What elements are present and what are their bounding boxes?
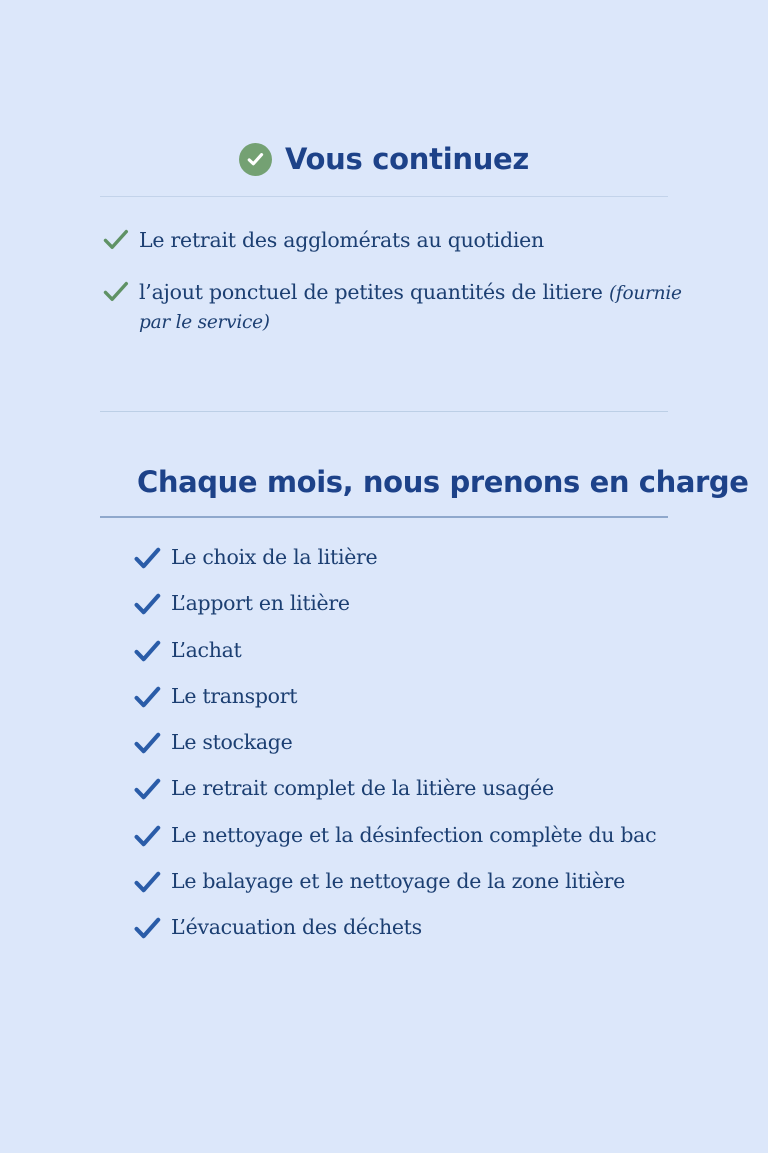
check-icon [134, 729, 161, 759]
list-item [134, 729, 734, 775]
list-item [103, 226, 703, 255]
list-item-label: Le stockage [171, 730, 293, 755]
check-icon [134, 683, 161, 713]
list-item [134, 822, 734, 868]
list-item [134, 868, 734, 914]
list-item-label: L’achat [171, 637, 242, 662]
list-item-label: L’apport en litière [171, 591, 350, 616]
list-item-label: Le choix de la litière [171, 545, 378, 569]
list-item-note: (fournie par le service) [139, 283, 682, 334]
check-icon [134, 544, 161, 574]
divider-between-sections [100, 411, 668, 412]
list-item-label: Le nettoyage et la désinfection complète du bac [171, 822, 657, 847]
list-item [134, 544, 734, 590]
list-item [134, 683, 734, 729]
check-icon [103, 226, 129, 255]
divider-under-title [100, 196, 668, 197]
check-icon [134, 775, 161, 805]
check-icon [134, 822, 161, 852]
section-one-header [0, 143, 768, 176]
section-two-title: Chaque mois, nous prenons en charge [137, 465, 749, 499]
circle-check-icon [239, 143, 272, 176]
list-vous-continuez [103, 226, 703, 360]
check-icon [134, 868, 161, 898]
list-item-label: Le retrait des agglomérats au quotidien [139, 228, 544, 252]
check-icon [134, 590, 161, 620]
list-item [103, 278, 703, 337]
list-item [134, 637, 734, 683]
divider-under-section-two-title [100, 516, 668, 518]
list-item [134, 590, 734, 636]
list-item-label: L’évacuation des déchets [171, 915, 422, 940]
list-item-label: Le retrait complet de la litière usagée [171, 776, 554, 801]
check-icon [134, 914, 161, 944]
list-chaque-mois [134, 544, 734, 961]
list-item-text: l’ajout ponctuel de petites quantités de litiere [139, 280, 609, 305]
list-item-label: Le transport [171, 683, 298, 708]
list-item-label [139, 278, 703, 337]
check-icon [103, 278, 129, 307]
check-icon [134, 637, 161, 667]
section-one-title: Vous continuez [285, 142, 529, 176]
list-item [134, 914, 734, 960]
list-item [134, 775, 734, 821]
list-item-label: Le balayage et le nettoyage de la zone litière [171, 869, 626, 894]
